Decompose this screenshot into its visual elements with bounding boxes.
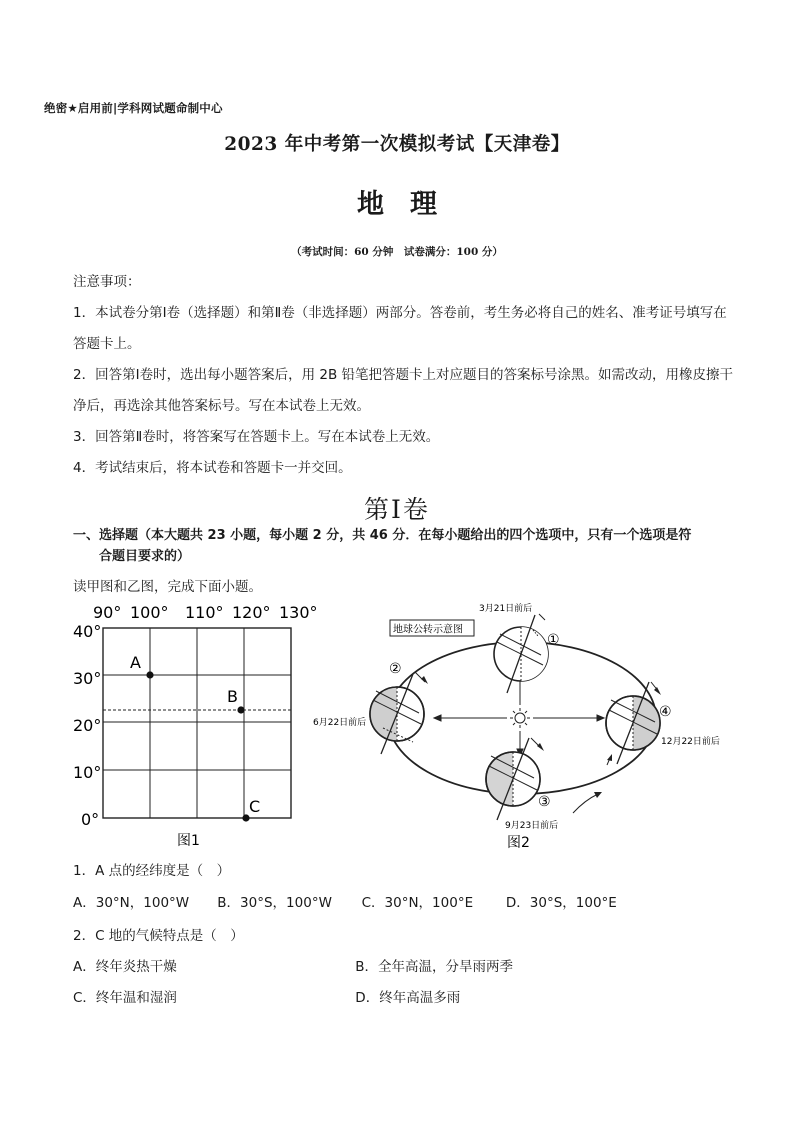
part-heading-line2: 合题目要求的） <box>99 549 191 564</box>
earth-marker: ④ <box>659 704 672 720</box>
sun-icon <box>510 708 530 728</box>
notes-label: 注意事项： <box>73 274 141 290</box>
lat-label: 0° <box>81 810 100 829</box>
figure1-grid <box>73 603 318 849</box>
earth-marker: ① <box>547 632 560 648</box>
date-label: 12月22日前后 <box>661 737 720 747</box>
figure2-orbit <box>313 602 720 850</box>
exam-title: 2023 年中考第一次模拟考试【天津卷】 <box>224 134 570 155</box>
option-d[interactable]: D．终年高温多雨 <box>355 990 461 1006</box>
note-item: 2．回答第Ⅰ卷时，选出每小题答案后，用 2B 铅笔把答题卡上对应题目的答案标号涂黑。如需改动，用橡皮擦干净后，再选涂其他答案标号。写在本试卷上无效。 <box>73 367 734 414</box>
confidential-header: 绝密★启用前|学科网试题命制中心 <box>44 101 223 115</box>
question-1-options <box>73 888 733 919</box>
point-b-label: B <box>227 687 238 706</box>
exam-info: （考试时间：60 分钟 试卷满分：100 分） <box>291 246 503 258</box>
option-a[interactable]: A．30°N，100°W <box>73 895 190 911</box>
lon-label: 90° <box>93 603 122 622</box>
question-2-stem: 2．C 地的气候特点是（ ） <box>73 928 244 944</box>
earth-position-1 <box>479 602 560 693</box>
earth-marker: ② <box>389 661 402 677</box>
earth-position-4 <box>606 682 720 764</box>
notes-list <box>73 298 733 484</box>
part-heading <box>73 525 733 567</box>
earth-marker: ③ <box>538 794 551 810</box>
lon-label: 120° <box>232 603 271 622</box>
sun-ray-arrows <box>434 672 604 756</box>
option-c[interactable]: C．终年温和湿润 <box>73 990 177 1006</box>
lat-label: 20° <box>73 716 102 735</box>
question-intro: 读甲图和乙图，完成下面小题。 <box>73 579 262 595</box>
lat-label: 10° <box>73 763 102 782</box>
date-label: 3月21日前后 <box>479 604 533 614</box>
date-label: 6月22日前后 <box>313 718 367 728</box>
subject-title: 地理 <box>357 189 463 220</box>
figure1-caption: 图1 <box>177 833 200 849</box>
date-label: 9月23日前后 <box>505 821 559 831</box>
point-b-dot <box>237 706 244 713</box>
part-heading-line1: 一、选择题（本大题共 23 小题，每小题 2 分，共 46 分．在每小题给出的四个选项中，只有一个选项是符 <box>73 528 692 543</box>
option-b[interactable]: B．全年高温，分旱雨两季 <box>355 959 514 975</box>
point-c-label: C <box>249 797 261 816</box>
question-1-stem: 1．A 点的经纬度是（ ） <box>73 863 231 879</box>
option-a[interactable]: A．终年炎热干燥 <box>73 959 177 975</box>
figure2-caption: 图2 <box>507 835 530 850</box>
point-a-dot <box>146 671 153 678</box>
point-a-label: A <box>130 653 141 672</box>
option-c[interactable]: C．30°N，100°E <box>361 895 474 911</box>
note-item: 4．考试结束后，将本试卷和答题卡一并交回。 <box>73 460 352 476</box>
option-b[interactable]: B．30°S，100°W <box>217 895 332 911</box>
figure-svg <box>73 600 723 850</box>
lat-label: 30° <box>73 669 102 688</box>
option-d[interactable]: D．30°S，100°E <box>505 895 617 911</box>
note-item: 3．回答第Ⅱ卷时，将答案写在答题卡上。写在本试卷上无效。 <box>73 429 440 445</box>
lon-label: 130° <box>279 603 318 622</box>
lat-label: 40° <box>73 622 102 641</box>
question-2-options <box>73 952 733 1014</box>
figure2-title: 地球公转示意图 <box>393 624 463 636</box>
figure-area <box>73 600 723 854</box>
note-item: 1．本试卷分第Ⅰ卷（选择题）和第Ⅱ卷（非选择题）两部分。答卷前，考生务必将自己的姓名、准考证号填写在答题卡上。 <box>73 305 727 352</box>
lon-label: 100° <box>130 603 169 622</box>
lon-label: 110° <box>185 603 224 622</box>
section-title: 第Ⅰ卷 <box>364 495 430 524</box>
